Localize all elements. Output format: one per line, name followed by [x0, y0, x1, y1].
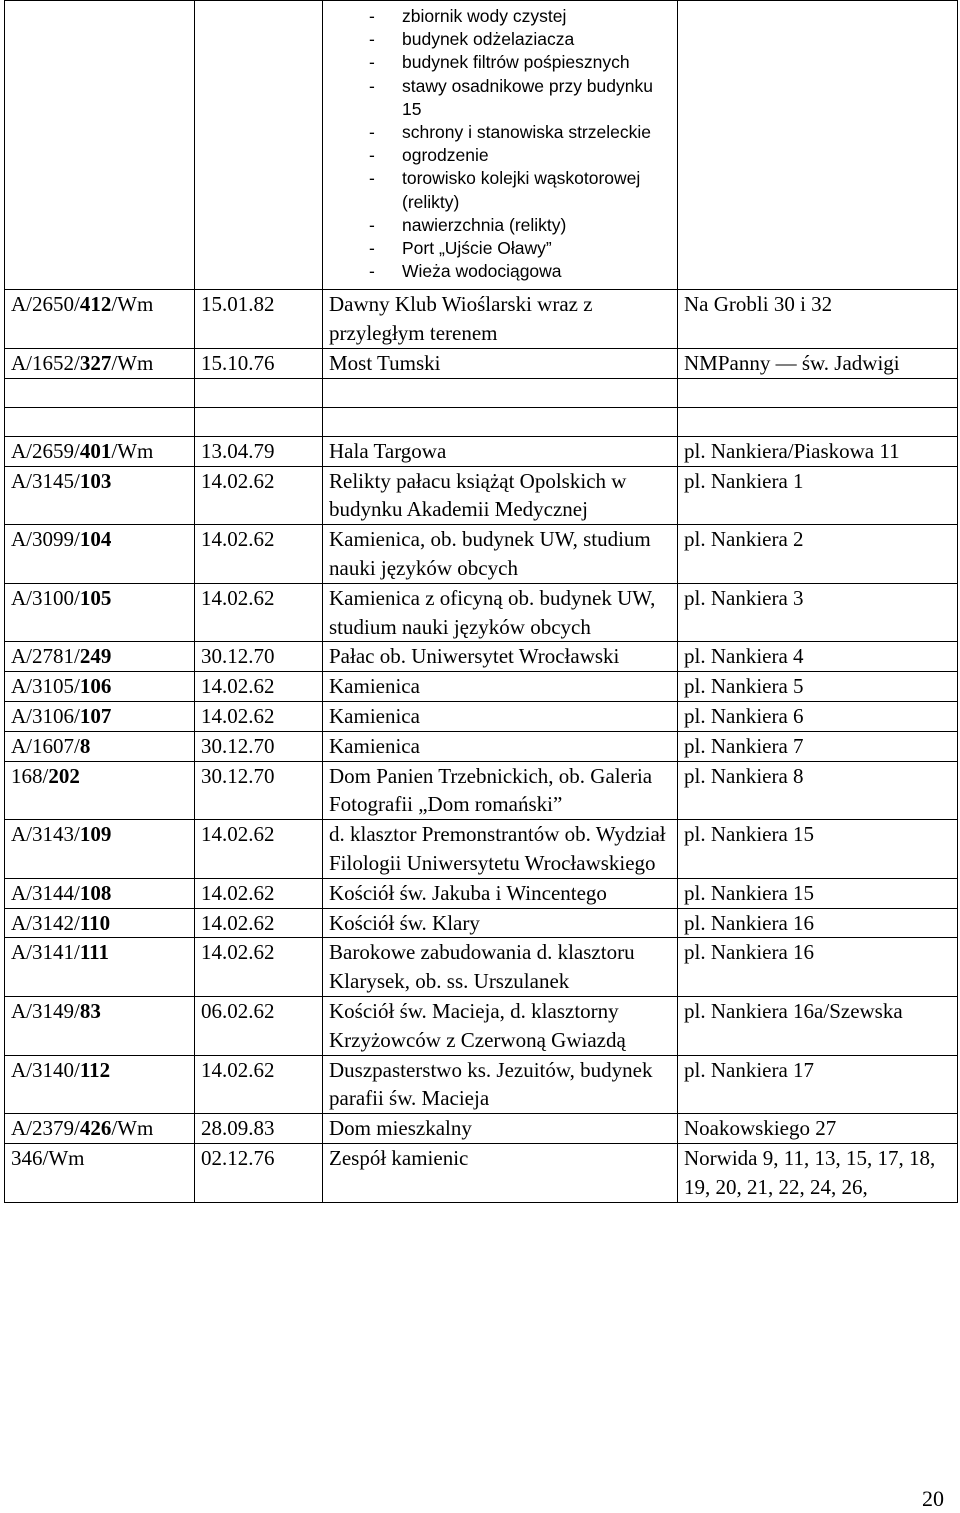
register-number: A/3099/104: [5, 525, 195, 584]
object-name: Most Tumski: [323, 349, 678, 379]
table-row: [5, 349, 958, 379]
table-row: [5, 996, 958, 1055]
register-number: A/3143/109: [5, 820, 195, 879]
continuation-row: [5, 1, 958, 290]
table-row: [5, 938, 958, 997]
object-name: Hala Targowa: [323, 436, 678, 466]
register-number: A/3145/103: [5, 466, 195, 525]
table-row: [5, 290, 958, 349]
list-item: - stawy osadnikowe przy budynku 15: [369, 75, 671, 121]
cell-components: [323, 1, 678, 290]
table-row: [5, 1114, 958, 1144]
register-number: A/1652/327/Wm: [5, 349, 195, 379]
register-number: 168/202: [5, 761, 195, 820]
object-address: pl. Nankiera 15: [678, 878, 958, 908]
object-name: Zespół kamienic: [323, 1143, 678, 1202]
object-address: pl. Nankiera 1: [678, 466, 958, 525]
object-address: NMPanny — św. Jadwigi: [678, 349, 958, 379]
entry-date: 02.12.76: [195, 1143, 323, 1202]
entry-date: 06.02.62: [195, 996, 323, 1055]
object-name: Kościół św. Klary: [323, 908, 678, 938]
entry-date: 30.12.70: [195, 731, 323, 761]
list-item: - Wieża wodociągowa: [369, 260, 671, 283]
entry-date: 30.12.70: [195, 761, 323, 820]
cell-date: [195, 1, 323, 290]
entry-date: 13.04.79: [195, 436, 323, 466]
entry-date: 30.12.70: [195, 642, 323, 672]
register-number: A/2650/412/Wm: [5, 290, 195, 349]
list-item: - budynek filtrów pośpiesznych: [369, 51, 671, 74]
entry-date: 14.02.62: [195, 908, 323, 938]
register-number: A/3100/105: [5, 583, 195, 642]
register-table: [4, 0, 958, 1203]
object-address: pl. Nankiera 4: [678, 642, 958, 672]
object-name: Relikty pałacu książąt Opolskich w budynku Akademii Medycznej: [323, 466, 678, 525]
register-number: A/3149/83: [5, 996, 195, 1055]
table-row: [5, 672, 958, 702]
object-name: Kamienica: [323, 731, 678, 761]
table-row: [5, 702, 958, 732]
list-item: - schrony i stanowiska strzeleckie: [369, 121, 671, 144]
table-row: [5, 820, 958, 879]
object-address: pl. Nankiera 16a/Szewska: [678, 996, 958, 1055]
cell-nr: [5, 1, 195, 290]
object-name: Kamienica: [323, 702, 678, 732]
object-address: pl. Nankiera 3: [678, 583, 958, 642]
list-item: - budynek odżelaziacza: [369, 28, 671, 51]
object-address: pl. Nankiera 17: [678, 1055, 958, 1114]
table-row: [5, 1143, 958, 1202]
table-row: [5, 466, 958, 525]
object-name: Kamienica, ob. budynek UW, studium nauki języków obcych: [323, 525, 678, 584]
table-row: [5, 878, 958, 908]
object-address: pl. Nankiera 16: [678, 908, 958, 938]
object-name: Duszpasterstwo ks. Jezuitów, budynek parafii św. Macieja: [323, 1055, 678, 1114]
components-list: [329, 1, 671, 289]
table-row: [5, 761, 958, 820]
object-address: pl. Nankiera/Piaskowa 11: [678, 436, 958, 466]
object-address: Noakowskiego 27: [678, 1114, 958, 1144]
register-number: A/2379/426/Wm: [5, 1114, 195, 1144]
register-number: A/3142/110: [5, 908, 195, 938]
object-name: Dom mieszkalny: [323, 1114, 678, 1144]
object-address: pl. Nankiera 6: [678, 702, 958, 732]
table-row: [5, 642, 958, 672]
register-number: 346/Wm: [5, 1143, 195, 1202]
entry-date: 14.02.62: [195, 820, 323, 879]
table-row: [5, 525, 958, 584]
entry-date: 15.01.82: [195, 290, 323, 349]
object-address: Norwida 9, 11, 13, 15, 17, 18, 19, 20, 21, 22, 24, 26,: [678, 1143, 958, 1202]
object-name: Pałac ob. Uniwersytet Wrocławski: [323, 642, 678, 672]
object-address: pl. Nankiera 5: [678, 672, 958, 702]
object-address: pl. Nankiera 7: [678, 731, 958, 761]
register-number: A/3140/112: [5, 1055, 195, 1114]
entry-date: 14.02.62: [195, 938, 323, 997]
entry-date: 14.02.62: [195, 525, 323, 584]
object-name: Dom Panien Trzebnickich, ob. Galeria Fotografii „Dom romański”: [323, 761, 678, 820]
table-row: [5, 908, 958, 938]
list-item: - torowisko kolejki wąskotorowej (relikty): [369, 167, 671, 213]
register-number: A/3141/111: [5, 938, 195, 997]
table-row: [5, 731, 958, 761]
object-name: Kamienica z oficyną ob. budynek UW, studium nauki języków obcych: [323, 583, 678, 642]
table-row: [5, 436, 958, 466]
table-row: [5, 1055, 958, 1114]
entry-date: 14.02.62: [195, 878, 323, 908]
register-number: A/2781/249: [5, 642, 195, 672]
object-name: Kamienica: [323, 672, 678, 702]
register-number: A/1607/8: [5, 731, 195, 761]
object-address: pl. Nankiera 16: [678, 938, 958, 997]
empty-row: [5, 378, 958, 407]
object-address: pl. Nankiera 15: [678, 820, 958, 879]
entry-date: 14.02.62: [195, 672, 323, 702]
object-name: Kościół św. Macieja, d. klasztorny Krzyżowców z Czerwoną Gwiazdą: [323, 996, 678, 1055]
object-name: Dawny Klub Wioślarski wraz z przyległym terenem: [323, 290, 678, 349]
object-address: pl. Nankiera 8: [678, 761, 958, 820]
entry-date: 14.02.62: [195, 1055, 323, 1114]
list-item: - zbiornik wody czystej: [369, 5, 671, 28]
register-number: A/3144/108: [5, 878, 195, 908]
register-number: A/3105/106: [5, 672, 195, 702]
object-name: Kościół św. Jakuba i Wincentego: [323, 878, 678, 908]
entry-date: 14.02.62: [195, 702, 323, 732]
entry-date: 14.02.62: [195, 583, 323, 642]
object-address: Na Grobli 30 i 32: [678, 290, 958, 349]
object-name: Barokowe zabudowania d. klasztoru Klarysek, ob. ss. Urszulanek: [323, 938, 678, 997]
page-number: 20: [922, 1486, 944, 1511]
entry-date: 15.10.76: [195, 349, 323, 379]
table-row: [5, 583, 958, 642]
entry-date: 14.02.62: [195, 466, 323, 525]
list-item: - ogrodzenie: [369, 144, 671, 167]
entry-date: 28.09.83: [195, 1114, 323, 1144]
cell-address: [678, 1, 958, 290]
object-name: d. klasztor Premonstrantów ob. Wydział Filologii Uniwersytetu Wrocławskiego: [323, 820, 678, 879]
list-item: - Port „Ujście Oławy”: [369, 237, 671, 260]
list-item: - nawierzchnia (relikty): [369, 214, 671, 237]
register-number: A/3106/107: [5, 702, 195, 732]
object-address: pl. Nankiera 2: [678, 525, 958, 584]
empty-row: [5, 407, 958, 436]
register-number: A/2659/401/Wm: [5, 436, 195, 466]
